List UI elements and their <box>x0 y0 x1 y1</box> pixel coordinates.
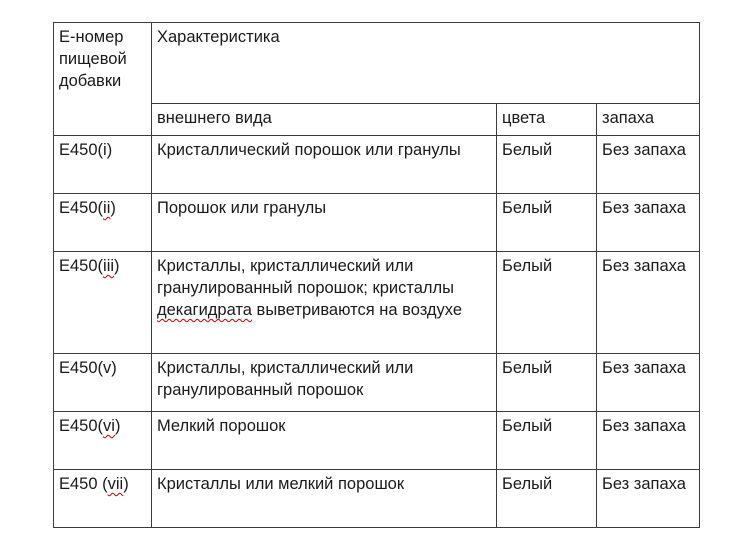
table-row <box>54 252 700 354</box>
appearance-cell: Кристаллы, кристаллический или гранулированный порошок; кристаллы декагидрата выветриваются на воздухе <box>152 252 497 354</box>
spellcheck-underline: ii <box>103 199 111 217</box>
e-code-cell: Е450(v) <box>54 354 152 412</box>
spellcheck-underline: декагидрата <box>157 301 252 319</box>
odor-cell: Без запаха <box>597 412 700 470</box>
header-e-number: Е-номер пищевой добавки <box>54 23 152 136</box>
table-row <box>54 412 700 470</box>
e-code-cell: Е450(i) <box>54 136 152 194</box>
table-row <box>54 136 700 194</box>
spellcheck-underline: vii <box>107 475 124 493</box>
odor-cell: Без запаха <box>597 354 700 412</box>
appearance-cell: Порошок или гранулы <box>152 194 497 252</box>
header-appearance: внешнего вида <box>152 104 497 136</box>
spellcheck-underline: vi <box>103 417 115 435</box>
appearance-cell: Кристаллический порошок или гранулы <box>152 136 497 194</box>
table-row <box>54 194 700 252</box>
color-cell: Белый <box>497 136 597 194</box>
color-cell: Белый <box>497 412 597 470</box>
header-characteristic: Характеристика <box>152 23 700 104</box>
color-cell: Белый <box>497 194 597 252</box>
header-color: цвета <box>497 104 597 136</box>
table-row <box>54 470 700 528</box>
color-cell: Белый <box>497 470 597 528</box>
color-cell: Белый <box>497 252 597 354</box>
odor-cell: Без запаха <box>597 136 700 194</box>
e-code-cell: Е450(ii) <box>54 194 152 252</box>
odor-cell: Без запаха <box>597 470 700 528</box>
header-odor: запаха <box>597 104 700 136</box>
odor-cell: Без запаха <box>597 194 700 252</box>
color-cell: Белый <box>497 354 597 412</box>
appearance-cell: Кристаллы или мелкий порошок <box>152 470 497 528</box>
appearance-cell: Мелкий порошок <box>152 412 497 470</box>
header-row-top <box>54 23 700 104</box>
e-code-cell: Е450(vi) <box>54 412 152 470</box>
properties-table <box>53 22 700 528</box>
e-code-cell: Е450(iii) <box>54 252 152 354</box>
odor-cell: Без запаха <box>597 252 700 354</box>
e-code-cell: Е450 (vii) <box>54 470 152 528</box>
appearance-cell: Кристаллы, кристаллический или гранулированный порошок <box>152 354 497 412</box>
spellcheck-underline: iii <box>103 257 115 275</box>
table-row <box>54 354 700 412</box>
